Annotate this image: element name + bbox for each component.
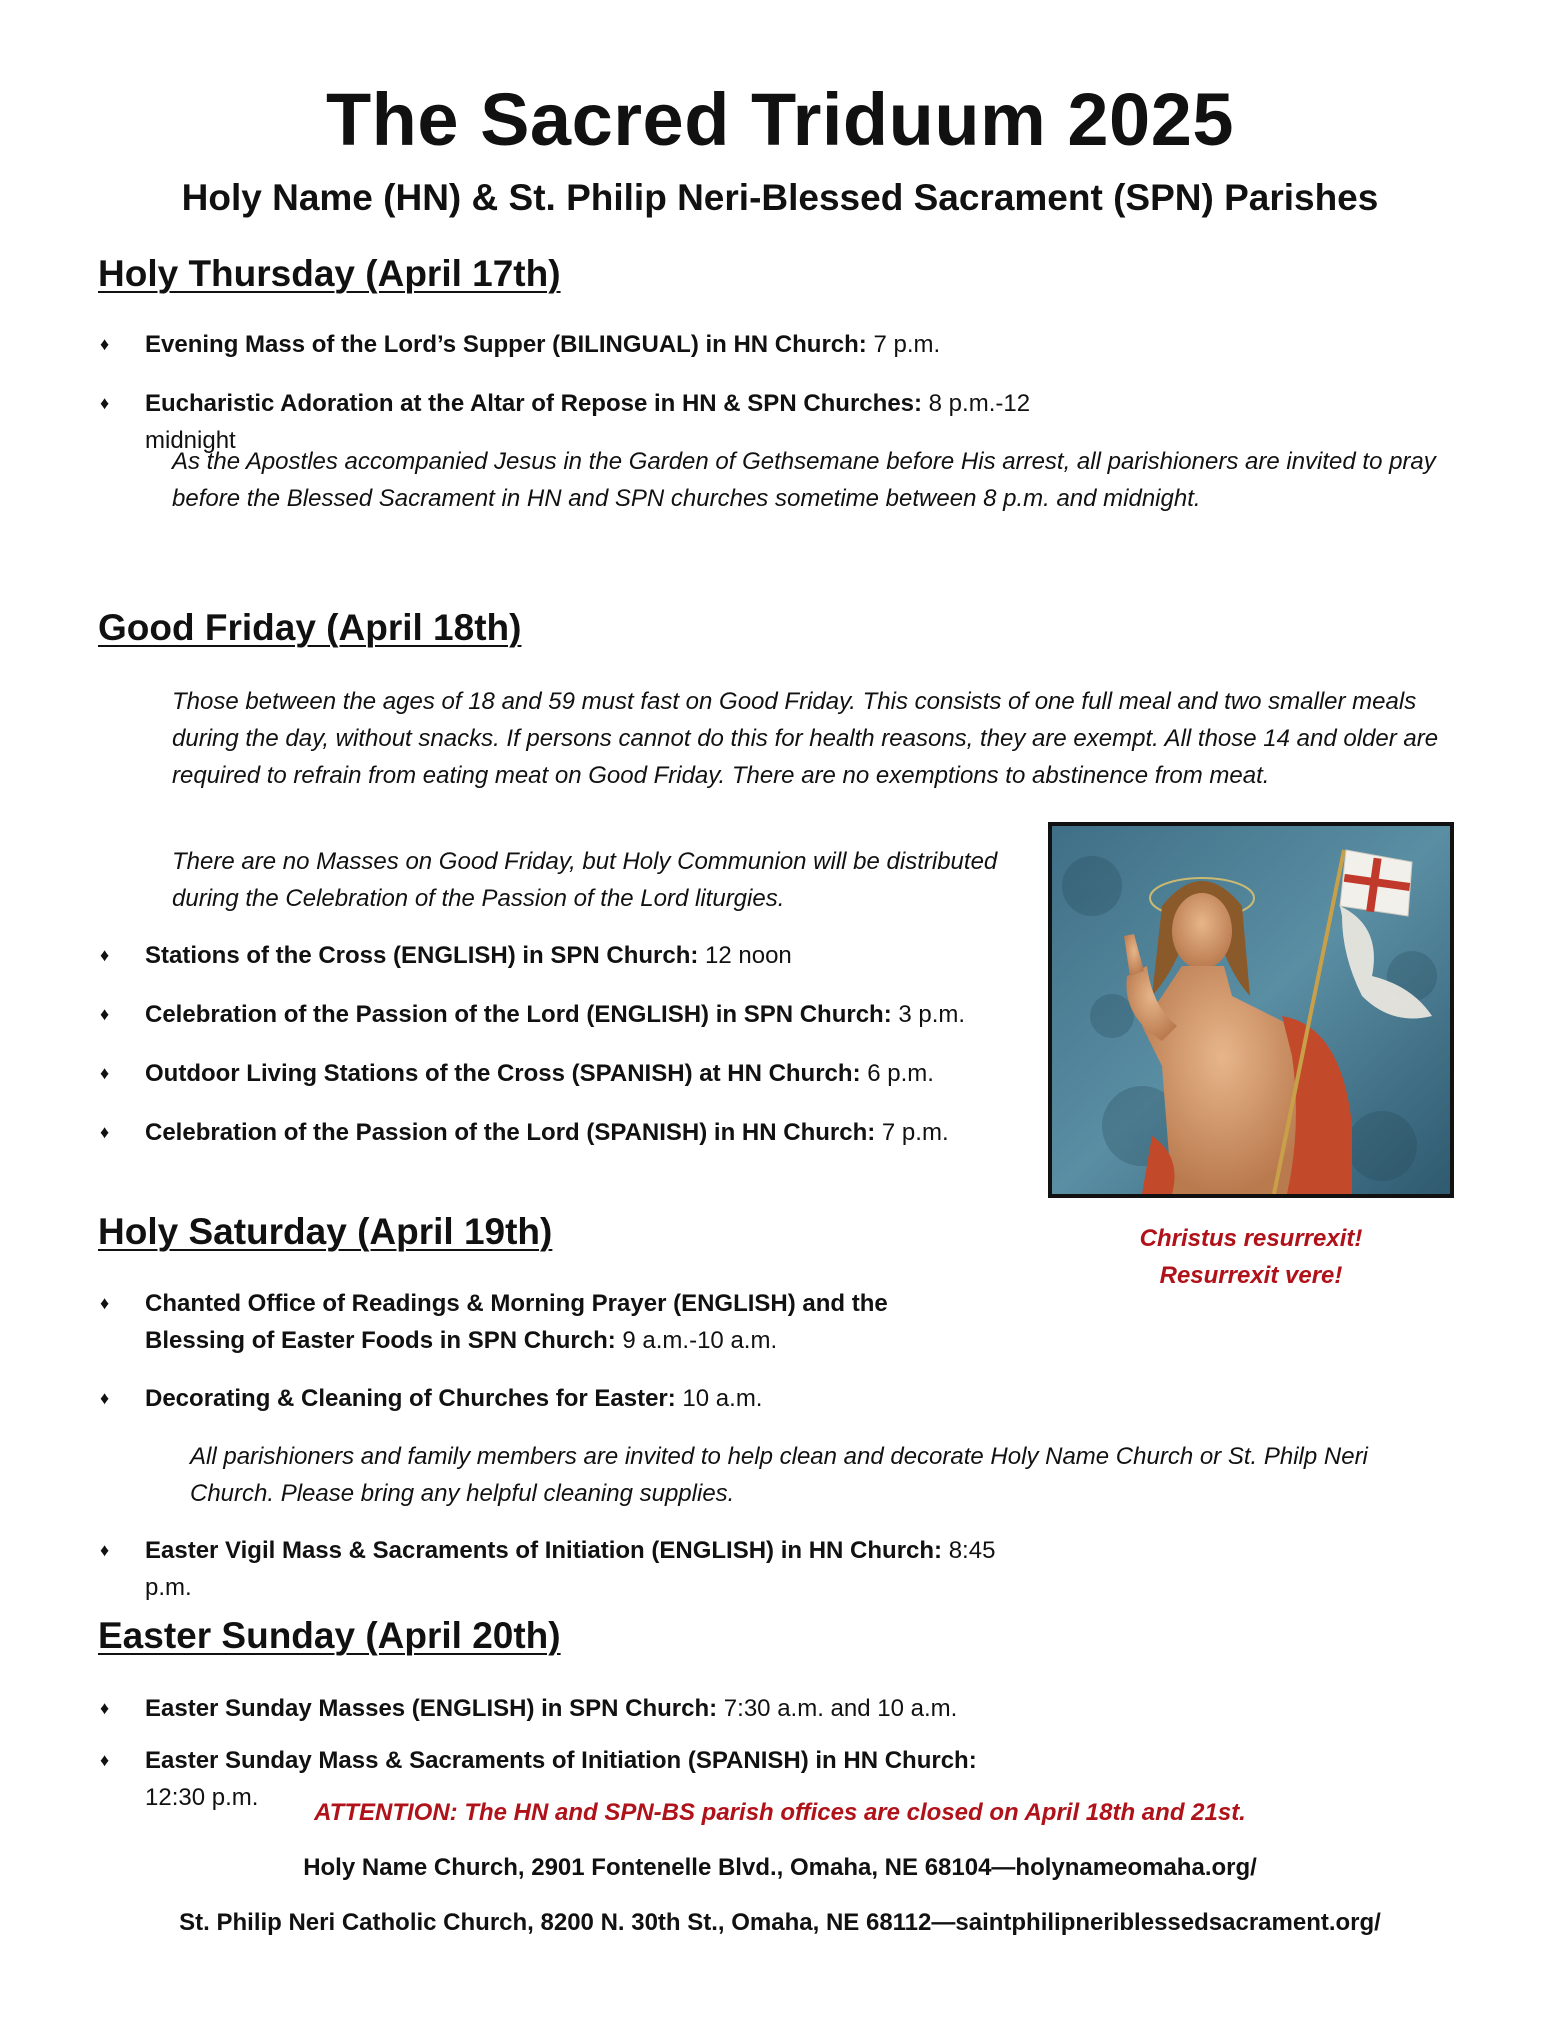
- item-time: 9 a.m.-10 a.m.: [615, 1327, 778, 1354]
- heading-easter-sunday: Easter Sunday (April 20th): [98, 1615, 561, 1656]
- list-item: [100, 937, 1040, 974]
- friday-fasting-note: Those between the ages of 18 and 59 must fast on Good Friday. This consists of one full meal and two smaller meals during the day, without snacks. If persons cannot do this for health reasons, they are exempt. All those 14 and older are required to refrain from eating meat on Good Friday. There are no exemptions to abstinence from meat.: [172, 688, 1439, 789]
- diamond-bullet-icon: ♦: [100, 1004, 110, 1024]
- item-label: Evening Mass of the Lord’s Supper (BILINGUAL) in HN Church:: [145, 331, 867, 358]
- list-item: [100, 1055, 1040, 1092]
- caption-line-2: Resurrexit vere!: [1159, 1262, 1343, 1289]
- holy-name-address: Holy Name Church, 2901 Fontenelle Blvd., Omaha, NE 68104—holynameomaha.org/: [303, 1854, 1257, 1881]
- item-label: Easter Sunday Masses (ENGLISH) in SPN Church:: [145, 1695, 718, 1722]
- diamond-bullet-icon: ♦: [100, 1750, 110, 1770]
- diamond-bullet-icon: ♦: [100, 1540, 110, 1560]
- painting-illustration: [1052, 826, 1450, 1194]
- item-time: 8:45 p.m.: [145, 1537, 996, 1601]
- item-label: Easter Vigil Mass & Sacraments of Initiation (ENGLISH) in HN Church:: [145, 1537, 943, 1564]
- item-label: Chanted Office of Readings & Morning Prayer (ENGLISH) and the Blessing of Easter Foods in SPN Church:: [145, 1290, 888, 1354]
- diamond-bullet-icon: ♦: [100, 334, 110, 354]
- heading-holy-saturday: Holy Saturday (April 19th): [98, 1211, 553, 1252]
- caption-line-1: Christus resurrexit!: [1139, 1225, 1363, 1252]
- list-item: [100, 1380, 1040, 1417]
- item-label: Easter Sunday Mass & Sacraments of Initiation (SPANISH) in HN Church:: [145, 1747, 977, 1774]
- heading-good-friday: Good Friday (April 18th): [98, 607, 522, 648]
- diamond-bullet-icon: ♦: [100, 1388, 110, 1408]
- saturday-note: All parishioners and family members are invited to help clean and decorate Holy Name Church or St. Philp Neri Church. Please bring any helpful cleaning supplies.: [190, 1443, 1368, 1507]
- item-time: 7 p.m.: [866, 331, 941, 358]
- item-label: Celebration of the Passion of the Lord (ENGLISH) in SPN Church:: [145, 1001, 892, 1028]
- item-time: 6 p.m.: [860, 1060, 934, 1087]
- item-label: Outdoor Living Stations of the Cross (SPANISH) at HN Church:: [145, 1060, 861, 1087]
- list-item: [100, 1532, 1040, 1606]
- thursday-note: As the Apostles accompanied Jesus in the Garden of Gethsemane before His arrest, all parishioners are invited to pray before the Blessed Sacrament in HN and SPN churches sometime between 8 p.m. and midnight.: [172, 448, 1436, 512]
- item-label: Eucharistic Adoration at the Altar of Repose in HN & SPN Churches:: [145, 390, 922, 417]
- item-time: 12:30 p.m.: [145, 1784, 259, 1811]
- item-label: Decorating & Cleaning of Churches for Easter:: [145, 1385, 676, 1412]
- list-item: [100, 1285, 980, 1359]
- diamond-bullet-icon: ♦: [100, 945, 110, 965]
- list-item: [100, 326, 1040, 363]
- item-time: 7 p.m.: [875, 1119, 949, 1146]
- item-time: 10 a.m.: [675, 1385, 763, 1412]
- friday-communion-note: There are no Masses on Good Friday, but Holy Communion will be distributed during the Celebration of the Passion of the Lord liturgies.: [172, 848, 998, 912]
- list-item: [100, 1114, 1040, 1151]
- list-item: [100, 996, 1040, 1033]
- attention-notice: ATTENTION: The HN and SPN-BS parish offices are closed on April 18th and 21st.: [314, 1799, 1246, 1826]
- risen-christ-painting: [1048, 822, 1454, 1198]
- diamond-bullet-icon: ♦: [100, 393, 110, 413]
- st-philip-neri-address: St. Philip Neri Catholic Church, 8200 N. 30th St., Omaha, NE 68112—saintphilipneriblessedsacrament.org/: [179, 1909, 1381, 1936]
- item-label: Celebration of the Passion of the Lord (SPANISH) in HN Church:: [145, 1119, 876, 1146]
- heading-holy-thursday: Holy Thursday (April 17th): [98, 253, 561, 294]
- painting-caption: [1048, 1220, 1454, 1294]
- page-subtitle: Holy Name (HN) & St. Philip Neri-Blessed Sacrament (SPN) Parishes: [181, 177, 1379, 218]
- diamond-bullet-icon: ♦: [100, 1063, 110, 1083]
- diamond-bullet-icon: ♦: [100, 1698, 110, 1718]
- list-item: [100, 1690, 1040, 1727]
- item-time: 7:30 a.m. and 10 a.m.: [717, 1695, 958, 1722]
- item-time: 12 noon: [698, 942, 792, 969]
- item-label: Stations of the Cross (ENGLISH) in SPN Church:: [145, 942, 699, 969]
- item-time: 3 p.m.: [891, 1001, 966, 1028]
- diamond-bullet-icon: ♦: [100, 1122, 110, 1142]
- diamond-bullet-icon: ♦: [100, 1293, 110, 1313]
- item-time: 8 p.m.-12 midnight: [145, 390, 1031, 454]
- page-title: The Sacred Triduum 2025: [325, 78, 1235, 161]
